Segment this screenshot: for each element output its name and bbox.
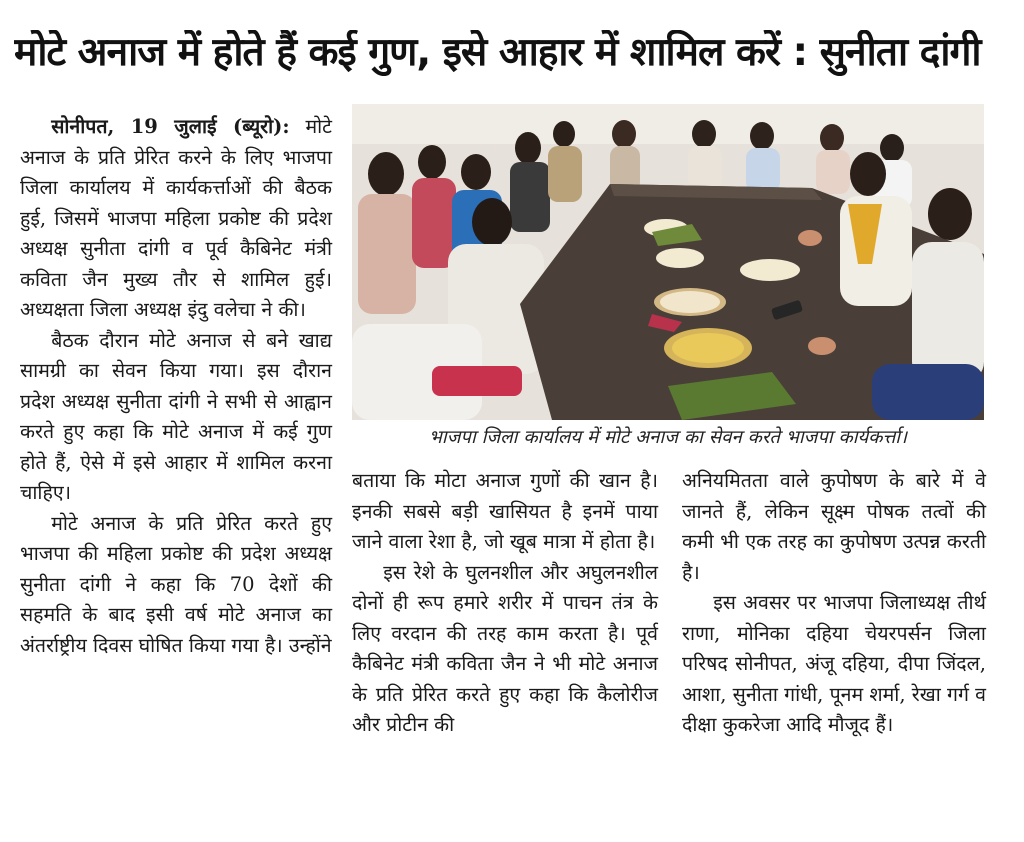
dateline: सोनीपत, 19 जुलाई (ब्यूरो): — [51, 115, 290, 138]
middle-paragraph-2: इस रेशे के घुलनशील और अघुलनशील दोनों ही रूप हमारे शरीर में पाचन तंत्र के लिए वरदान की तरह काम करता है। पूर्व कैबिनेट मंत्री कविता जैन ने भी मोटे अनाज के प्रति प्रेरित करते हुए कहा कि कैलोरीज और प्रोटीन की — [352, 560, 658, 736]
left-paragraph-1-text: मोटे अनाज के प्रति प्रेरित करने के लिए भाजपा जिला कार्यालय में कार्यकर्त्ताओं की बैठक हुई, जिसमें भाजपा महिला प्रकोष्ट की प्रदेश अध्यक्ष सुनीता दांगी व पूर्व कैबिनेट मंत्री कविता जैन मुख्य तौर से शामिल हुई। अध्यक्षता जिला अध्यक्ष इंदु वलेचा ने की। — [20, 115, 332, 321]
right-column — [682, 466, 986, 741]
left-paragraph-1 — [20, 112, 332, 326]
left-paragraph-3: मोटे अनाज के प्रति प्रेरित करते हुए भाजपा की महिला प्रकोष्ट की प्रदेश अध्यक्ष सुनीता दांगी ने कहा कि 70 देशों की सहमति के बाद इसी वर्ष मोटे अनाज का अंतर्राष्ट्रीय दिवस घोषित किया गया है। उन्होंने — [20, 511, 332, 657]
photo-caption: भाजपा जिला कार्यालय में मोटे अनाज का सेवन करते भाजपा कार्यकर्त्ता। — [428, 427, 908, 448]
left-paragraph-2: बैठक दौरान मोटे अनाज से बने खाद्य सामग्री का सेवन किया गया। इस दौरान प्रदेश अध्यक्ष सुनीता दांगी ने सभी से आह्वान करते हुए कहा कि मोटे अनाज में कई गुण होते हैं, ऐसे में इसे आहार में शामिल करना चाहिए। — [20, 328, 332, 504]
news-photo — [352, 104, 984, 420]
headline: मोटे अनाज में होते हैं कई गुण, इसे आहार में शामिल करें : सुनीता दांगी — [14, 30, 981, 75]
middle-paragraph-1: बताया कि मोटा अनाज गुणों की खान है। इनकी सबसे बड़ी खासियत है इनमें पाया जाने वाला रेशा है, जो खूब मात्रा में होता है। — [352, 469, 658, 553]
page-bottom — [0, 826, 1024, 842]
right-paragraph-2: इस अवसर पर भाजपा जिलाध्यक्ष तीर्थ राणा, मोनिका दहिया चेयरपर्सन जिला परिषद सोनीपत, अंजू दहिया, दीपा जिंदल, आशा, सुनीता गांधी, पूनम शर्मा, रेखा गर्ग व दीक्षा कुकरेजा आदि मौजूद हैं। — [682, 591, 986, 736]
middle-column — [352, 466, 658, 741]
left-column — [20, 112, 332, 661]
right-paragraph-1: अनियमितता वाले कुपोषण के बारे में वे जानते हैं, लेकिन सूक्ष्म पोषक तत्वों की कमी भी एक तरह का कुपोषण उत्पन्न करती है। — [682, 469, 986, 584]
meeting-photo-illustration — [352, 104, 984, 420]
